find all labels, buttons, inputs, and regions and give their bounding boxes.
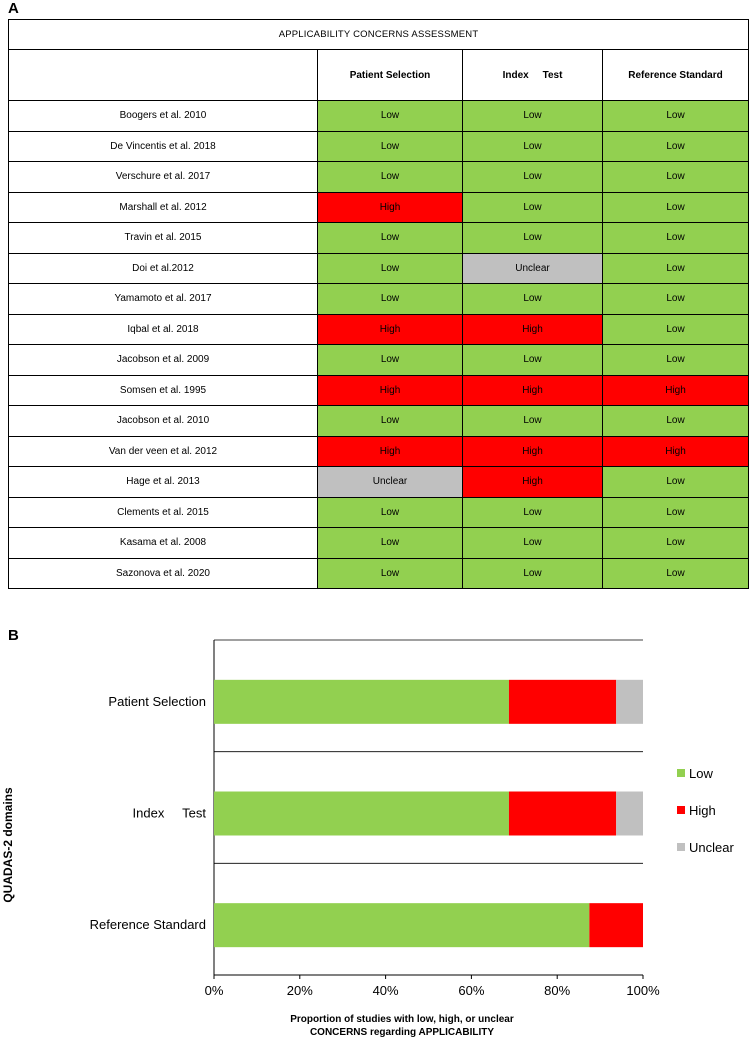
- table-row: [9, 375, 749, 406]
- rating-cell: Low: [603, 467, 749, 498]
- table-row: [9, 284, 749, 315]
- study-name: Sazonova et al. 2020: [9, 558, 318, 589]
- bar-low: [214, 903, 589, 947]
- rating-cell: Low: [603, 131, 749, 162]
- rating-cell: Low: [318, 345, 463, 376]
- legend-label: Unclear: [689, 840, 734, 855]
- table-header-row: [9, 50, 749, 101]
- y-axis-label: QUADAS-2 domains: [1, 787, 15, 903]
- rating-cell: High: [463, 467, 603, 498]
- study-name: De Vincentis et al. 2018: [9, 131, 318, 162]
- bar-low: [214, 680, 509, 724]
- stacked-bar-chart: [0, 630, 749, 1038]
- x-tick-label: 100%: [626, 983, 660, 998]
- header-blank: [9, 50, 318, 101]
- study-name: Yamamoto et al. 2017: [9, 284, 318, 315]
- study-name: Verschure et al. 2017: [9, 162, 318, 193]
- rating-cell: Low: [603, 101, 749, 132]
- rating-cell: Low: [463, 162, 603, 193]
- rating-cell: Low: [463, 345, 603, 376]
- table-row: [9, 223, 749, 254]
- rating-cell: Low: [318, 162, 463, 193]
- rating-cell: Low: [463, 192, 603, 223]
- chart-bars: [214, 680, 643, 947]
- rating-cell: High: [318, 192, 463, 223]
- rating-cell: Low: [603, 406, 749, 437]
- rating-cell: Low: [318, 284, 463, 315]
- table-row: [9, 253, 749, 284]
- table-row: [9, 314, 749, 345]
- table-row: [9, 345, 749, 376]
- study-name: Travin et al. 2015: [9, 223, 318, 254]
- rating-cell: Low: [463, 101, 603, 132]
- rating-cell: Low: [603, 162, 749, 193]
- rating-cell: Low: [318, 497, 463, 528]
- study-name: Somsen et al. 1995: [9, 375, 318, 406]
- rating-cell: High: [318, 314, 463, 345]
- column-header: Reference Standard: [603, 50, 749, 101]
- table-row: [9, 558, 749, 589]
- study-name: Jacobson et al. 2010: [9, 406, 318, 437]
- rating-cell: Low: [603, 314, 749, 345]
- legend-swatch-high: [677, 806, 685, 814]
- legend-swatch-low: [677, 769, 685, 777]
- applicability-table-container: [8, 19, 748, 589]
- study-name: Iqbal et al. 2018: [9, 314, 318, 345]
- rating-cell: Low: [318, 528, 463, 559]
- category-label: Patient Selection: [108, 693, 206, 709]
- table-row: [9, 101, 749, 132]
- rating-cell: Low: [603, 558, 749, 589]
- x-axis-label-line2: CONCERNS regarding APPLICABILITY: [309, 1027, 495, 1038]
- rating-cell: Low: [463, 558, 603, 589]
- rating-cell: Low: [318, 223, 463, 254]
- table-row: [9, 406, 749, 437]
- rating-cell: Low: [463, 497, 603, 528]
- table-body: [9, 20, 749, 589]
- table-row: [9, 162, 749, 193]
- rating-cell: High: [603, 436, 749, 467]
- rating-cell: Low: [463, 223, 603, 254]
- rating-cell: Low: [463, 406, 603, 437]
- bar-low: [214, 792, 509, 836]
- table-row: [9, 528, 749, 559]
- rating-cell: Low: [318, 406, 463, 437]
- applicability-table: [8, 19, 749, 589]
- study-name: Van der veen et al. 2012: [9, 436, 318, 467]
- table-row: [9, 131, 749, 162]
- rating-cell: Low: [463, 528, 603, 559]
- study-name: Clements et al. 2015: [9, 497, 318, 528]
- rating-cell: Low: [463, 284, 603, 315]
- legend-swatch-unclear: [677, 843, 685, 851]
- rating-cell: High: [318, 375, 463, 406]
- bar-high: [589, 903, 643, 947]
- x-axis-label-line1: Proportion of studies with low, high, or unclear: [290, 1014, 514, 1025]
- rating-cell: Low: [603, 528, 749, 559]
- table-row: [9, 467, 749, 498]
- legend-label: High: [689, 803, 716, 818]
- table-title-row: [9, 20, 749, 50]
- table-title: APPLICABILITY CONCERNS ASSESSMENT: [9, 20, 749, 50]
- study-name: Marshall et al. 2012: [9, 192, 318, 223]
- rating-cell: Low: [603, 253, 749, 284]
- x-tick-label: 20%: [286, 983, 313, 998]
- bar-unclear: [616, 792, 643, 836]
- table-row: [9, 497, 749, 528]
- bar-high: [509, 792, 616, 836]
- rating-cell: Unclear: [463, 253, 603, 284]
- category-label: Index Test: [132, 805, 206, 821]
- category-label: Reference Standard: [89, 917, 206, 933]
- bar-unclear: [616, 680, 643, 724]
- study-name: Hage et al. 2013: [9, 467, 318, 498]
- rating-cell: High: [463, 314, 603, 345]
- rating-cell: Low: [318, 253, 463, 284]
- rating-cell: Low: [463, 131, 603, 162]
- study-name: Doi et al.2012: [9, 253, 318, 284]
- rating-cell: Unclear: [318, 467, 463, 498]
- panel-b-label: B: [8, 627, 19, 644]
- chart-legend: [677, 766, 734, 855]
- rating-cell: High: [463, 375, 603, 406]
- x-tick-label: 80%: [544, 983, 571, 998]
- x-tick-label: 40%: [372, 983, 399, 998]
- chart-y-categories: [90, 694, 207, 932]
- rating-cell: Low: [318, 558, 463, 589]
- chart-x-ticks: [205, 975, 660, 998]
- legend-label: Low: [689, 766, 713, 781]
- rating-cell: Low: [603, 223, 749, 254]
- rating-cell: Low: [318, 101, 463, 132]
- study-name: Boogers et al. 2010: [9, 101, 318, 132]
- rating-cell: Low: [603, 284, 749, 315]
- study-name: Kasama et al. 2008: [9, 528, 318, 559]
- rating-cell: Low: [603, 497, 749, 528]
- rating-cell: High: [463, 436, 603, 467]
- table-row: [9, 192, 749, 223]
- rating-cell: High: [318, 436, 463, 467]
- rating-cell: Low: [318, 131, 463, 162]
- x-tick-label: 60%: [458, 983, 485, 998]
- rating-cell: Low: [603, 192, 749, 223]
- bar-high: [509, 680, 616, 724]
- rating-cell: High: [603, 375, 749, 406]
- rating-cell: Low: [603, 345, 749, 376]
- panel-a-label: A: [8, 0, 19, 17]
- study-name: Jacobson et al. 2009: [9, 345, 318, 376]
- table-row: [9, 436, 749, 467]
- x-tick-label: 0%: [204, 983, 224, 998]
- column-header: Index Test: [463, 50, 603, 101]
- column-header: Patient Selection: [318, 50, 463, 101]
